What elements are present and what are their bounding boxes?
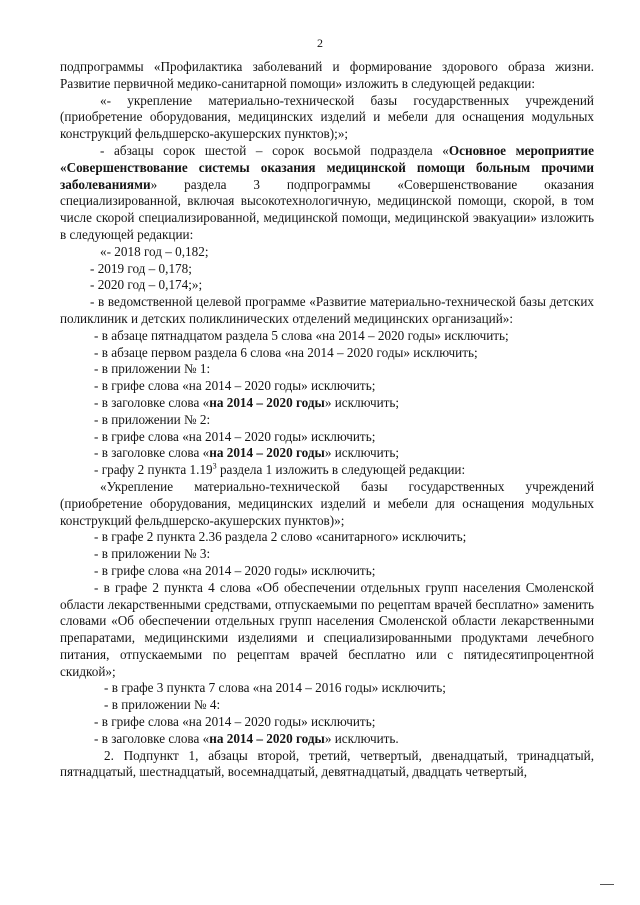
text-run: «- укрепление материально-технической базы государственных учреждений (приобретение оборудования, медицинских изделий и мебели для оснащения модульных конструкций фельдшерско-акушерских пунктов);»; [60, 92, 594, 142]
text-run: - в абзаце пятнадцатом раздела 5 слова «на 2014 – 2020 годы» исключить; [94, 327, 509, 343]
document-body [60, 59, 594, 781]
text-run: » раздела 3 подпрограммы «Совершенствование оказания специализированной, включая высокотехнологичную, медицинской помощи, скорой, в том числе скорой специализированной, медицинской помощи, медицинской эвакуации» изложить в следующей редакции: [60, 176, 594, 242]
text-run: » исключить. [324, 730, 399, 746]
text-run: - в ведомственной целевой программе «Развитие материально-технической базы детских поликлиник и детских поликлинических отделений медицинских организаций»: [60, 294, 594, 326]
text-run: - в приложении № 2: [94, 411, 211, 427]
text-run: раздела 1 изложить в следующей редакции: [216, 462, 466, 478]
paragraph [60, 261, 594, 278]
text-run: 2. Подпункт 1, абзацы второй, третий, четвертый, двенадцатый, тринадцатый, пятнадцатый, шестнадцатый, восемнадцатый, девятнадцатый, двадцать четвертый, [60, 747, 594, 780]
paragraph [60, 378, 594, 395]
paragraph [60, 361, 594, 378]
text-run: - в грифе слова «на 2014 – 2020 годы» исключить; [94, 378, 376, 394]
paragraph [60, 445, 594, 462]
paragraph [60, 412, 594, 429]
bold-text: на 2014 – 2020 годы [209, 445, 325, 461]
text-run: - в грифе слова «на 2014 – 2020 годы» исключить; [94, 428, 376, 444]
paragraph [60, 429, 594, 446]
text-run: - в грифе слова «на 2014 – 2020 годы» исключить; [94, 714, 376, 730]
paragraph [60, 294, 594, 328]
text-run: - в абзаце первом раздела 6 слова «на 2014 – 2020 годы» исключить; [94, 344, 478, 360]
paragraph [60, 529, 594, 546]
paragraph [60, 462, 594, 479]
paragraph [60, 93, 594, 143]
text-run: - в графе 3 пункта 7 слова «на 2014 – 2016 годы» исключить; [104, 680, 446, 696]
paragraph [60, 748, 594, 782]
bold-text: Основное мероприятие «Совершенствование системы оказания медицинской помощи больным прочими заболеваниями [60, 142, 594, 192]
text-run: - в приложении № 4: [104, 697, 221, 713]
superscript: 3 [212, 461, 217, 471]
text-run: - в грифе слова «на 2014 – 2020 годы» исключить; [94, 562, 376, 578]
bold-text: на 2014 – 2020 годы [209, 394, 325, 410]
text-run: - в заголовке слова « [94, 445, 210, 461]
text-run: » исключить; [324, 445, 400, 461]
paragraph [60, 680, 594, 697]
text-run: «- 2018 год – 0,182; [100, 243, 209, 259]
paragraph [60, 244, 594, 261]
text-run: - в графе 2 пункта 4 слова «Об обеспечении отдельных групп населения Смоленской области лекарственными средствами, отпускаемыми по рецептам врачей бесплатно» заменить словами «Об обеспечении отдельных групп населения Смоленской области лекарственными препаратами, медицинскими изделиями и специализированными продуктами лечебного питания, отпускаемыми по рецептам врачей бесплатно или с пятидесятипроцентной скидкой»; [60, 579, 594, 679]
paragraph [60, 479, 594, 529]
text-run: - в заголовке слова « [94, 394, 210, 410]
paragraph [60, 277, 594, 294]
text-run: - в приложении № 1: [94, 361, 211, 377]
paragraph [60, 714, 594, 731]
text-run: - 2019 год – 0,178; [90, 260, 192, 276]
text-run: подпрограммы «Профилактика заболеваний и формирование здорового образа жизни. Развитие первичной медико-санитарной помощи» изложить в следующей редакции: [60, 59, 594, 91]
scan-mark [600, 884, 614, 885]
paragraph [60, 395, 594, 412]
text-run: - 2020 год – 0,174;»; [90, 277, 203, 293]
text-run: - в графе 2 пункта 2.36 раздела 2 слово «санитарного» исключить; [94, 529, 467, 545]
paragraph [60, 546, 594, 563]
paragraph [60, 563, 594, 580]
paragraph [60, 328, 594, 345]
text-run: - в приложении № 3: [94, 546, 211, 562]
text-run: - графу 2 пункта 1.19 [94, 462, 213, 478]
text-run: - в заголовке слова « [94, 730, 210, 746]
text-run: «Укрепление материально-технической базы государственных учреждений (приобретение оборудования, медицинских изделий и мебели для оснащения модульных конструкций фельдшерско-акушерских пунктов)»; [60, 478, 594, 528]
paragraph [60, 580, 594, 681]
text-run: - абзацы сорок шестой – сорок восьмой подраздела « [100, 142, 449, 158]
paragraph [60, 697, 594, 714]
paragraph [60, 59, 594, 93]
paragraph [60, 143, 594, 244]
bold-text: на 2014 – 2020 годы [209, 730, 325, 746]
paragraph [60, 345, 594, 362]
text-run: » исключить; [324, 394, 400, 410]
page-number: 2 [317, 36, 323, 50]
paragraph [60, 731, 594, 748]
